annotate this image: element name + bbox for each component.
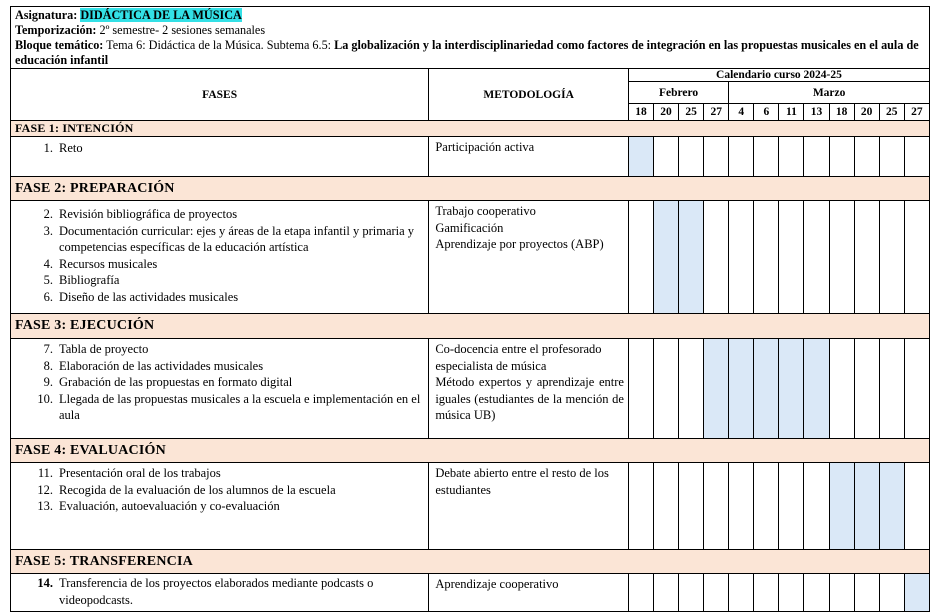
phase-title: FASE 4: EVALUACIÓN <box>11 439 930 463</box>
methodology-item: Gamificación <box>435 220 504 235</box>
phase-methodology <box>429 137 629 177</box>
activity-text: Grabación de las propuestas en formato digital <box>59 375 293 389</box>
asignatura-label: Asignatura: <box>15 8 78 22</box>
phase-content-row <box>11 574 930 612</box>
calendar-cell <box>679 339 704 439</box>
phase-title: FASE 1: INTENCIÓN <box>11 121 930 137</box>
activity-item <box>37 482 420 499</box>
calendar-cell <box>829 339 854 439</box>
asignatura-line <box>15 8 925 23</box>
activity-number: 3. <box>43 223 53 238</box>
phase-content-row <box>11 339 930 439</box>
calendar-title: Calendario curso 2024-25 <box>628 69 929 82</box>
phase-content-row <box>11 463 930 550</box>
activity-item <box>37 575 420 608</box>
calendar-cell-scheduled <box>779 339 804 439</box>
calendar-cell <box>704 463 729 550</box>
calendar-cell <box>654 463 679 550</box>
activity-number: 9. <box>43 375 53 389</box>
calendar-cell <box>879 201 904 314</box>
calendar-cell <box>754 574 779 612</box>
calendar-cell <box>779 201 804 314</box>
methodology-item: Trabajo cooperativo <box>435 204 536 218</box>
calendar-cell <box>704 137 729 177</box>
calendar-cell <box>854 201 879 314</box>
phase-body <box>11 121 930 612</box>
calendar-cell-scheduled <box>904 574 929 612</box>
calendar-cell-scheduled <box>854 463 879 550</box>
phase-content-row <box>11 201 930 314</box>
calendar-cell <box>854 339 879 439</box>
calendar-cell <box>879 574 904 612</box>
methodology-item: Aprendizaje por proyectos (ABP) <box>435 237 604 251</box>
activity-item <box>37 206 420 223</box>
day-header: 27 <box>904 104 929 121</box>
calendar-cell <box>729 574 754 612</box>
activity-text: Bibliografía <box>59 273 120 287</box>
calendar-cell <box>679 574 704 612</box>
calendar-cell <box>904 137 929 177</box>
phase-activities <box>11 201 429 314</box>
calendar-cell <box>729 137 754 177</box>
day-header: 25 <box>879 104 904 121</box>
calendar-cell-scheduled <box>804 339 829 439</box>
calendar-cell <box>829 201 854 314</box>
activity-item <box>37 391 420 424</box>
calendar-cell-scheduled <box>654 201 679 314</box>
activity-text: Presentación oral de los trabajos <box>59 466 221 480</box>
calendar-cell-scheduled <box>628 137 653 177</box>
activity-item <box>37 289 420 306</box>
activity-list <box>11 201 428 305</box>
asignatura-value: DIDÁCTICA DE LA MÚSICA <box>80 8 242 22</box>
activity-item <box>37 140 420 157</box>
phase-methodology <box>429 201 629 314</box>
activity-number: 8. <box>43 358 53 373</box>
activity-item <box>37 358 420 375</box>
calendar-cell <box>754 201 779 314</box>
activity-number: 11. <box>37 466 53 480</box>
activity-item <box>37 498 420 515</box>
calendar-cell <box>654 137 679 177</box>
calendar-cell <box>628 201 653 314</box>
calendar-cell-scheduled <box>704 339 729 439</box>
activity-text: Llegada de las propuestas musicales a la escuela e implementación en el aula <box>59 391 421 422</box>
activity-number: 4. <box>43 256 53 271</box>
day-header: 25 <box>679 104 704 121</box>
activity-number: 14. <box>37 576 53 590</box>
activity-number: 2. <box>43 207 53 221</box>
calendar-cell <box>854 137 879 177</box>
calendar-cell <box>904 339 929 439</box>
activity-number: 6. <box>43 289 53 304</box>
calendar-cell <box>704 201 729 314</box>
activity-number: 13. <box>37 499 53 513</box>
phase-title: FASE 2: PREPARACIÓN <box>11 177 930 201</box>
activity-text: Evaluación, autoevaluación y co-evaluación <box>59 499 280 513</box>
planning-document <box>10 6 930 612</box>
fases-header: FASES <box>11 69 429 121</box>
methodology-item: Co-docencia entre el profesorado especialista de música <box>435 342 602 373</box>
phase-title: FASE 5: TRANSFERENCIA <box>11 550 930 574</box>
temporizacion-line <box>15 23 925 38</box>
phase-methodology <box>429 574 629 612</box>
calendar-cell-scheduled <box>829 463 854 550</box>
phase-activities <box>11 339 429 439</box>
day-header: 4 <box>729 104 754 121</box>
activity-number: 12. <box>37 482 53 497</box>
bloque-subtopic: La globalización y la interdisciplinariedad como factores de integración en las propuestas musicales en el aula de educación infantil <box>15 38 919 67</box>
phase-activities <box>11 463 429 550</box>
calendar-cell <box>679 463 704 550</box>
calendar-cell <box>779 463 804 550</box>
phase-methodology <box>429 339 629 439</box>
day-header: 27 <box>704 104 729 121</box>
calendar-cell <box>754 137 779 177</box>
activity-number: 10. <box>37 391 53 406</box>
calendar-cell <box>779 574 804 612</box>
calendar-cell <box>829 137 854 177</box>
day-header: 20 <box>654 104 679 121</box>
phase-methodology <box>429 463 629 550</box>
activity-text: Transferencia de los proyectos elaborados mediante podcasts o videopodcasts. <box>59 576 374 607</box>
phase-activities <box>11 137 429 177</box>
activity-number: 1. <box>43 141 53 155</box>
activity-text: Tabla de proyecto <box>59 342 149 356</box>
day-header: 13 <box>804 104 829 121</box>
methodology-item: Método expertos y aprendizaje entre iguales (estudiantes de la mención de música UB) <box>435 375 624 422</box>
calendar-cell <box>628 574 653 612</box>
calendar-cell <box>654 339 679 439</box>
activity-list <box>11 137 428 157</box>
calendar-cell <box>904 201 929 314</box>
calendar-cell <box>804 463 829 550</box>
calendar-cell <box>854 574 879 612</box>
metodologia-header: METODOLOGÍA <box>429 69 629 121</box>
bloque-label: Bloque temático: <box>15 38 104 52</box>
calendar-cell <box>628 339 653 439</box>
calendar-cell <box>679 137 704 177</box>
activity-item <box>37 223 420 256</box>
phase-title-row <box>11 177 930 201</box>
activity-list <box>11 574 428 608</box>
calendar-cell <box>779 137 804 177</box>
activity-item <box>37 341 420 358</box>
planning-table <box>10 68 930 612</box>
calendar-cell <box>704 574 729 612</box>
calendar-cell <box>654 574 679 612</box>
activity-item <box>37 374 420 391</box>
activity-number: 7. <box>43 342 53 356</box>
day-header: 6 <box>754 104 779 121</box>
calendar-cell-scheduled <box>679 201 704 314</box>
calendar-cell <box>804 574 829 612</box>
methodology-item: Participación activa <box>435 140 535 154</box>
calendar-cell-scheduled <box>754 339 779 439</box>
activity-text: Revisión bibliográfica de proyectos <box>59 207 238 221</box>
phase-title-row <box>11 439 930 463</box>
calendar-cell <box>729 463 754 550</box>
calendar-cell <box>804 137 829 177</box>
bloque-line <box>15 38 925 68</box>
activity-list <box>11 463 428 515</box>
day-header: 20 <box>854 104 879 121</box>
activity-item <box>37 272 420 289</box>
phase-title-row <box>11 314 930 339</box>
activity-list <box>11 339 428 424</box>
calendar-cell <box>879 137 904 177</box>
calendar-cell <box>904 463 929 550</box>
phase-title: FASE 3: EJECUCIÓN <box>11 314 930 339</box>
calendar-cell <box>879 339 904 439</box>
temporizacion-label: Temporización: <box>15 23 97 37</box>
phase-activities <box>11 574 429 612</box>
methodology-item: Debate abierto entre el resto de los estudiantes <box>435 466 609 497</box>
calendar-cell <box>628 463 653 550</box>
activity-text: Recogida de la evaluación de los alumnos de la escuela <box>59 482 336 497</box>
day-header: 18 <box>628 104 653 121</box>
month-febrero: Febrero <box>628 82 728 104</box>
activity-text: Elaboración de las actividades musicales <box>59 358 264 373</box>
calendar-cell-scheduled <box>729 339 754 439</box>
methodology-item: Aprendizaje cooperativo <box>435 577 559 591</box>
activity-item <box>37 256 420 273</box>
calendar-cell <box>829 574 854 612</box>
month-marzo: Marzo <box>729 82 930 104</box>
activity-text: Documentación curricular: ejes y áreas de la etapa infantil y primaria y competencias específicas de la educación artística <box>59 223 415 254</box>
day-header: 11 <box>779 104 804 121</box>
calendar-cell <box>729 201 754 314</box>
activity-text: Recursos musicales <box>59 256 158 271</box>
activity-item <box>37 465 420 482</box>
subject-info <box>10 6 930 68</box>
calendar-cell <box>754 463 779 550</box>
calendar-cell <box>804 201 829 314</box>
phase-title-row <box>11 121 930 137</box>
calendar-cell-scheduled <box>879 463 904 550</box>
bloque-value: Tema 6: Didáctica de la Música. Subtema 6.5: <box>106 38 332 52</box>
day-header: 18 <box>829 104 854 121</box>
phase-title-row <box>11 550 930 574</box>
temporizacion-value: 2º semestre- 2 sesiones semanales <box>99 23 266 37</box>
phase-content-row <box>11 137 930 177</box>
activity-text: Diseño de las actividades musicales <box>59 289 239 304</box>
activity-text: Reto <box>59 141 83 155</box>
activity-number: 5. <box>43 273 53 287</box>
